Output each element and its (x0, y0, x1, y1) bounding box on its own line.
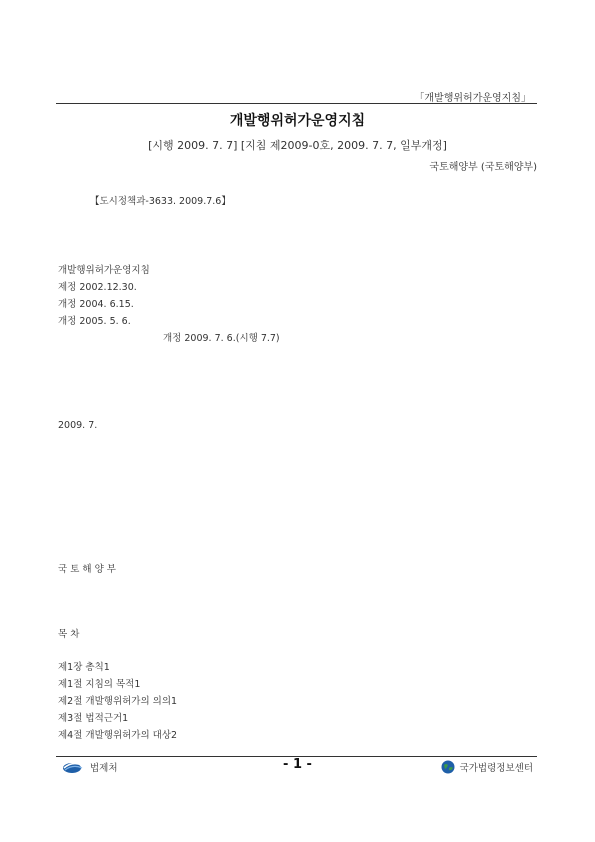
history-line: 개정 2004. 6.15. (58, 299, 134, 310)
footer-law-center (441, 760, 533, 774)
toc-item[interactable]: 제1장 총칙1 (58, 662, 110, 673)
page-number: - 1 - (283, 757, 312, 772)
reference-number: 【도시정책과-3633. 2009.7.6】 (90, 196, 231, 207)
history-latest: 개정 2009. 7. 6.(시행 7.7) (163, 333, 280, 344)
history-title: 개발행위허가운영지침 (58, 265, 150, 276)
header-divider (56, 103, 537, 104)
toc-heading: 목 차 (58, 629, 80, 640)
toc-item[interactable]: 제4절 개발행위허가의 대상2 (58, 730, 178, 741)
history-line: 개정 2005. 5. 6. (58, 316, 131, 327)
document-date: 2009. 7. (58, 420, 98, 431)
ministry-name: 국토해양부 (국토해양부) (429, 162, 537, 173)
document-title-tag: 「개발행위허가운영지침」 (414, 93, 531, 104)
toc-item[interactable]: 제1절 지침의 목적1 (58, 679, 141, 690)
footer-left-label: 법제처 (90, 763, 118, 774)
history-line: 제정 2002.12.30. (58, 282, 137, 293)
toc-item[interactable]: 제2절 개발행위허가의 의의1 (58, 696, 178, 707)
issuing-ministry: 국 토 해 양 부 (58, 564, 116, 575)
footer-right-label: 국가법령정보센터 (459, 763, 533, 774)
toc-item[interactable]: 제3절 법적근거1 (58, 713, 129, 724)
enforcement-info: [시행 2009. 7. 7] [지침 제2009-0호, 2009. 7. 7, 일부개정] (148, 139, 447, 152)
globe-icon (441, 760, 455, 774)
page-title: 개발행위허가운영지침 (229, 113, 366, 129)
